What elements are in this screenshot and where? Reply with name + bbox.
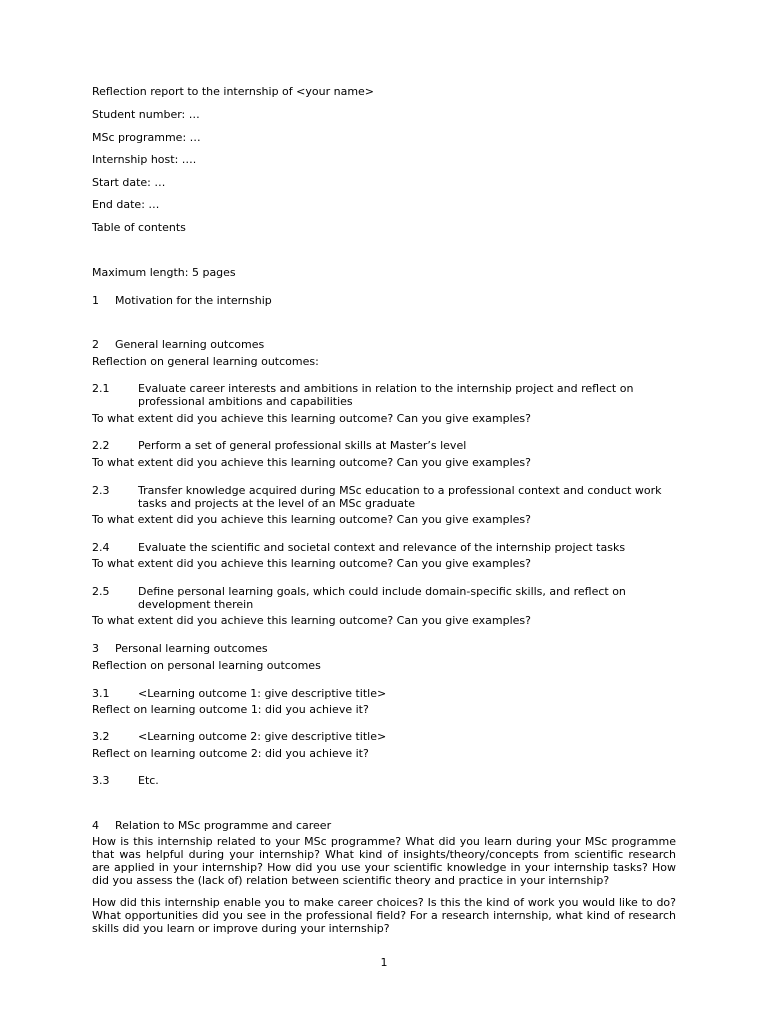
section-2-intro: Reflection on general learning outcomes: (92, 355, 319, 368)
item-2-4-question: To what extent did you achieve this learning outcome? Can you give examples? (92, 557, 532, 570)
section-4-number: 4 (92, 819, 99, 832)
item-2-5-text: Define personal learning goals, which could include domain-specific skills, and reflect on development therein (138, 585, 626, 611)
student-number-field: Student number: … (92, 108, 200, 121)
start-date-field: Start date: … (92, 176, 166, 189)
item-2-4-text: Evaluate the scientific and societal context and relevance of the internship project tasks (138, 541, 626, 554)
end-date-field: End date: … (92, 198, 160, 211)
item-2-1-question: To what extent did you achieve this learning outcome? Can you give examples? (92, 412, 532, 425)
section-3-number: 3 (92, 642, 99, 655)
item-2-3-number: 2.3 (92, 484, 110, 497)
item-3-3-number: 3.3 (92, 774, 110, 787)
section-2-number: 2 (92, 338, 99, 351)
item-3-2-number: 3.2 (92, 730, 110, 743)
section-3-intro: Reflection on personal learning outcomes (92, 659, 321, 672)
item-2-2-question: To what extent did you achieve this learning outcome? Can you give examples? (92, 456, 532, 469)
item-2-2-text: Perform a set of general professional skills at Master’s level (138, 439, 467, 452)
item-3-2-text: <Learning outcome 2: give descriptive title> (138, 730, 387, 743)
section-4-paragraph-2: How did this internship enable you to make career choices? Is this the kind of work you would like to do? What opportunities did you see in the professional field? For a research internship, what kind of research skills did you learn or improve during your internship? (92, 896, 676, 935)
item-2-1-number: 2.1 (92, 382, 110, 395)
item-2-3-text: Transfer knowledge acquired during MSc education to a professional context and conduct work tasks and projects at the level of an MSc graduate (138, 484, 662, 510)
toc-heading: Table of contents (92, 221, 186, 234)
item-2-3-question: To what extent did you achieve this learning outcome? Can you give examples? (92, 513, 532, 526)
max-length-note: Maximum length: 5 pages (92, 266, 236, 279)
section-4-paragraph-1: How is this internship related to your MSc programme? What did you learn during your MSc programme that was helpful during your internship? What kind of insights/theory/concepts from scientific research are applied in your internship? How did you use your scientific knowledge in your internship tasks? How did you assess the (lack of) relation between scientific theory and practice in your internship? (92, 835, 676, 887)
section-3-title: Personal learning outcomes (115, 642, 268, 655)
item-3-1-reflect: Reflect on learning outcome 1: did you achieve it? (92, 703, 369, 716)
section-4-title: Relation to MSc programme and career (115, 819, 332, 832)
section-2-title: General learning outcomes (115, 338, 265, 351)
item-2-5-number: 2.5 (92, 585, 110, 598)
page-number: 1 (380, 956, 388, 969)
programme-field: MSc programme: … (92, 131, 201, 144)
item-3-2-reflect: Reflect on learning outcome 2: did you achieve it? (92, 747, 369, 760)
item-3-3-text: Etc. (138, 774, 159, 787)
host-field: Internship host: …. (92, 153, 197, 166)
item-2-4-number: 2.4 (92, 541, 110, 554)
item-2-1-text: Evaluate career interests and ambitions in relation to the internship project and reflect on professional ambitions and capabilities (138, 382, 634, 408)
item-2-5-question: To what extent did you achieve this learning outcome? Can you give examples? (92, 614, 532, 627)
section-1-number: 1 (92, 294, 99, 307)
report-title: Reflection report to the internship of <your name> (92, 85, 375, 98)
item-3-1-number: 3.1 (92, 687, 110, 700)
item-3-1-text: <Learning outcome 1: give descriptive title> (138, 687, 387, 700)
section-1-title: Motivation for the internship (115, 294, 272, 307)
item-2-2-number: 2.2 (92, 439, 110, 452)
